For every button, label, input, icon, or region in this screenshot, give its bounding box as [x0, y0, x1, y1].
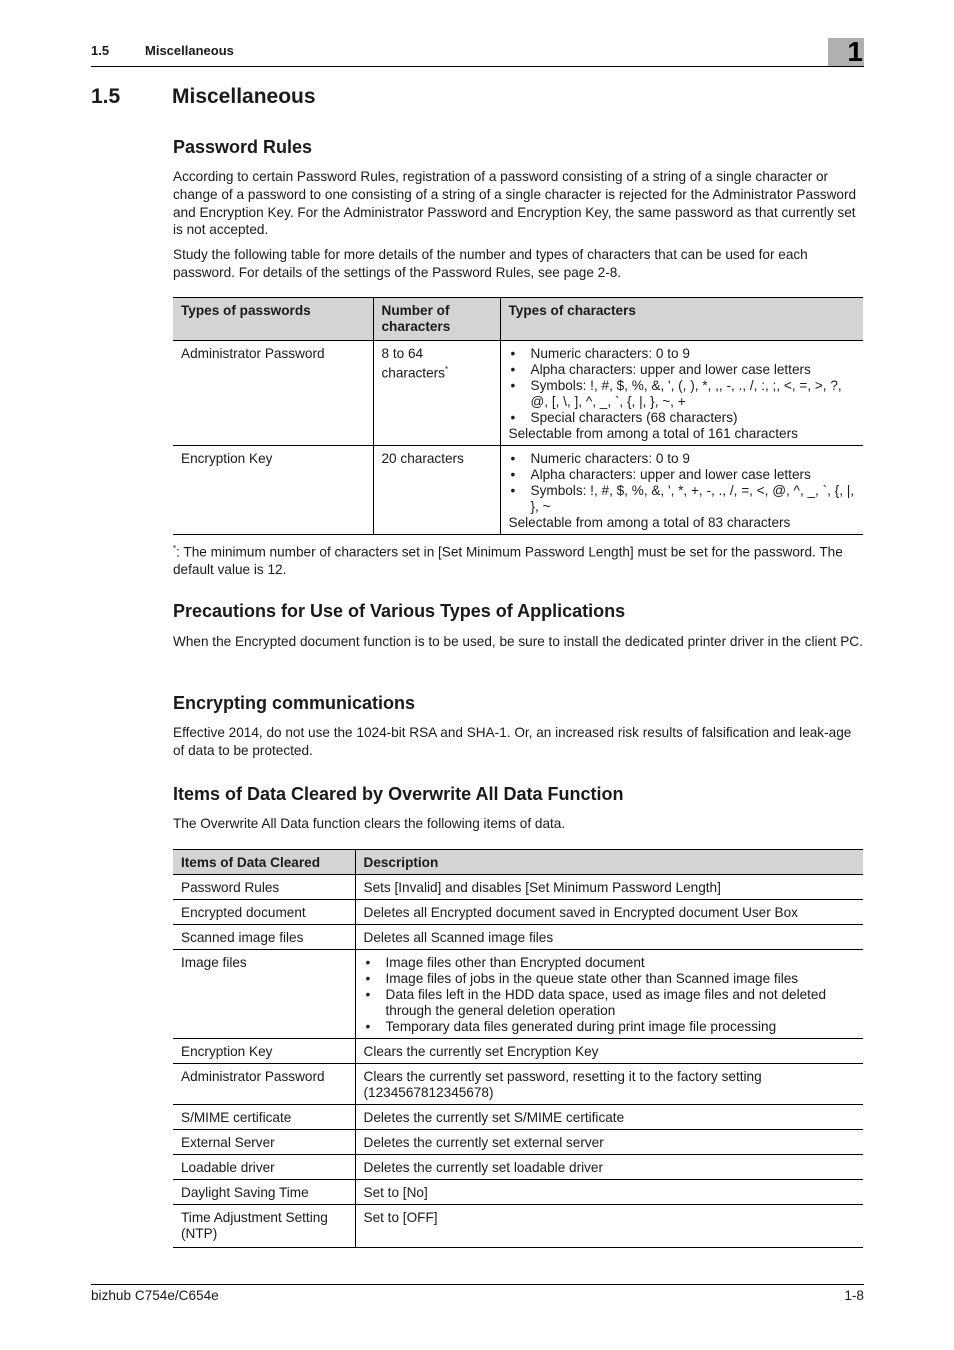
cell-character-types — [500, 446, 863, 535]
chapter-number-tab: 1 — [828, 38, 864, 66]
cell-item: Scanned image files — [173, 925, 355, 950]
cell-description: Set to [OFF] — [355, 1205, 863, 1248]
table-row — [173, 446, 863, 535]
cell-item: External Server — [173, 1130, 355, 1155]
col-header-types-of-characters: Types of characters — [500, 298, 863, 341]
cell-item: Time Adjustment Setting (NTP) — [173, 1205, 355, 1248]
cell-item: Encrypted document — [173, 900, 355, 925]
password-rules-para-1: According to certain Password Rules, registration of a password consisting of a string of a single character or change of a password to one consisting of a string of a single character is rejected for the Administrator Password and Encryption Key. For the Administrator Password and Encryption Key, the same password as that currently set is not accepted. — [173, 169, 857, 238]
page-footer — [91, 1284, 864, 1303]
cell-description: Clears the currently set password, resetting it to the factory setting (1234567812345678) — [355, 1064, 863, 1105]
encrypting-para: Effective 2014, do not use the 1024-bit RSA and SHA-1. Or, an increased risk results of falsification and leak-age of data to be protected. — [173, 725, 852, 758]
table-row — [173, 1039, 863, 1064]
overwrite-para: The Overwrite All Data function clears the following items of data. — [173, 816, 566, 831]
section-title — [91, 85, 316, 109]
cell-item: S/MIME certificate — [173, 1105, 355, 1130]
table-row — [173, 1064, 863, 1105]
password-types-table — [173, 297, 863, 535]
list-item: • Image files other than Encrypted document — [364, 955, 856, 971]
table-row — [173, 900, 863, 925]
cell-description: Deletes the currently set external server — [355, 1130, 863, 1155]
cell-description: Clears the currently set Encryption Key — [355, 1039, 863, 1064]
list-item: • Alpha characters: upper and lower case letters — [509, 362, 856, 378]
list-item: • Temporary data files generated during print image file processing — [364, 1019, 856, 1035]
list-item: • Numeric characters: 0 to 9 — [509, 451, 856, 467]
table-row — [173, 950, 863, 1039]
table-row — [173, 1105, 863, 1130]
list-item: • Data files left in the HDD data space, used as image files and not deleted through the general deletion operation — [364, 987, 856, 1019]
cell-item: Loadable driver — [173, 1155, 355, 1180]
list-item: • Alpha characters: upper and lower case letters — [509, 467, 856, 483]
cell-description: Set to [No] — [355, 1180, 863, 1205]
col-header-items-of-data-cleared: Items of Data Cleared — [173, 850, 355, 875]
bullet-list — [509, 346, 856, 426]
cell-item: Administrator Password — [173, 1064, 355, 1105]
list-item: • Numeric characters: 0 to 9 — [509, 346, 856, 362]
cell-item: Image files — [173, 950, 355, 1039]
cell-item: Daylight Saving Time — [173, 1180, 355, 1205]
precautions-para: When the Encrypted document function is to be used, be sure to install the dedicated printer driver in the client PC. — [173, 634, 863, 649]
character-count-text: 8 to 64 characters — [381, 346, 445, 381]
header-section-number: 1.5 — [91, 43, 110, 58]
cell-item: Password Rules — [173, 875, 355, 900]
list-item: • Special characters (68 characters) — [509, 410, 856, 426]
heading-precautions: Precautions for Use of Various Types of Applications — [173, 601, 626, 621]
header-section-title: Miscellaneous — [145, 43, 234, 58]
heading-password-rules: Password Rules — [173, 137, 313, 157]
cell-description: Deletes the currently set S/MIME certificate — [355, 1105, 863, 1130]
footer-product-name: bizhub C754e/C654e — [91, 1288, 219, 1303]
cell-character-count — [373, 341, 500, 446]
table-row — [173, 1155, 863, 1180]
list-item: • Image files of jobs in the queue state other than Scanned image files — [364, 971, 856, 987]
cell-note: Selectable from among a total of 161 characters — [508, 426, 798, 441]
table-header-row — [173, 850, 863, 875]
cell-password-type: Administrator Password — [173, 341, 373, 446]
cell-character-types — [500, 341, 863, 446]
footnote-reference: * — [444, 365, 449, 374]
list-item: • Symbols: !, #, $, %, &, ', (, ), *, ,, -, ., /, :, ;, <, =, >, ?, @, [, \, ], ^, _, `, {, |, }, ~, + — [509, 378, 856, 410]
overwrite-items-table — [173, 849, 863, 1248]
running-header — [91, 36, 864, 67]
list-item: • Symbols: !, #, $, %, &, ', *, +, -, ., /, =, <, @, ^, _, `, {, |, }, ~ — [509, 483, 856, 515]
col-header-description: Description — [355, 850, 863, 875]
cell-description — [355, 950, 863, 1039]
footer-page-number: 1-8 — [844, 1288, 864, 1303]
table-row — [173, 341, 863, 446]
cell-character-count: 20 characters — [373, 446, 500, 535]
table-footnote — [173, 540, 865, 579]
footnote-text: : The minimum number of characters set in [Set Minimum Password Length] must be set for the password. The default value is 12. — [173, 544, 843, 578]
cell-description: Deletes the currently set loadable driver — [355, 1155, 863, 1180]
table-header-row — [173, 298, 863, 341]
cell-description: Deletes all Encrypted document saved in Encrypted document User Box — [355, 900, 863, 925]
heading-encrypting-communications: Encrypting communications — [173, 693, 416, 713]
table-row — [173, 1130, 863, 1155]
table-row — [173, 1180, 863, 1205]
cell-password-type: Encryption Key — [173, 446, 373, 535]
footnote-mark: * — [173, 544, 177, 553]
cell-description: Deletes all Scanned image files — [355, 925, 863, 950]
bullet-list — [364, 955, 856, 1035]
col-header-number-of-characters: Number of characters — [373, 298, 500, 341]
cell-note: Selectable from among a total of 83 characters — [508, 515, 791, 530]
table-row — [173, 875, 863, 900]
password-rules-para-2: Study the following table for more details of the number and types of characters that can be used for each password. For details of the settings of the Password Rules, see page 2-8. — [173, 247, 808, 280]
section-title-number: 1.5 — [91, 85, 121, 108]
heading-overwrite-all-data: Items of Data Cleared by Overwrite All Data Function — [173, 784, 624, 804]
section-title-text: Miscellaneous — [172, 85, 316, 108]
table-row — [173, 1205, 863, 1248]
col-header-types-of-passwords: Types of passwords — [173, 298, 373, 341]
table-row — [173, 925, 863, 950]
bullet-list — [509, 451, 856, 515]
cell-item: Encryption Key — [173, 1039, 355, 1064]
cell-description: Sets [Invalid] and disables [Set Minimum Password Length] — [355, 875, 863, 900]
